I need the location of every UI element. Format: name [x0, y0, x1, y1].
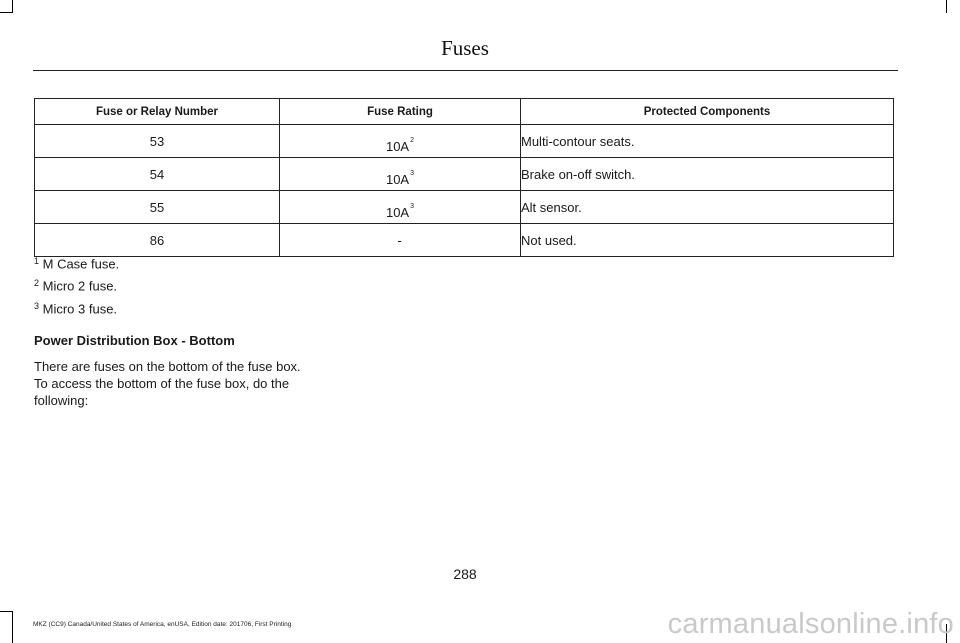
protected-component: Alt sensor.: [521, 191, 894, 224]
footnote: [34, 251, 119, 273]
table-row: [35, 224, 894, 257]
crop-mark-bottom-left-v: [12, 611, 13, 643]
column-header-rating: Fuse Rating: [280, 99, 521, 125]
header-divider: [33, 70, 898, 71]
footnote-text: M Case fuse.: [39, 256, 120, 272]
footnote-text: Micro 3 fuse.: [39, 300, 118, 316]
fuse-number: 54: [35, 158, 280, 191]
fuse-rating: 10A: [385, 204, 410, 220]
fuse-rating-cell: [280, 224, 521, 257]
footnote-ref: 3: [410, 203, 415, 211]
crop-mark-top-left-h: [0, 12, 13, 13]
fuse-rating: -: [397, 232, 402, 248]
protected-component: Brake on-off switch.: [521, 158, 894, 191]
table-row: [35, 191, 894, 224]
section-body: There are fuses on the bottom of the fuse box. To access the bottom of the fuse box, do the following:: [34, 359, 301, 408]
fuse-rating-cell: [280, 125, 521, 158]
watermark: carmanualsonline.info: [667, 608, 954, 640]
crop-mark-bottom-left-h: [0, 611, 13, 612]
column-header-components: Protected Components: [521, 99, 894, 125]
fuse-rating-cell: [280, 191, 521, 224]
column-header-number: Fuse or Relay Number: [35, 99, 280, 125]
footnote-mark: 2: [34, 278, 40, 289]
section-heading: Power Distribution Box - Bottom: [34, 333, 235, 348]
crop-mark-top-right-v: [946, 0, 947, 13]
protected-component: Not used.: [521, 224, 894, 257]
fuse-rating: 10A: [385, 171, 410, 187]
footnote-text: Micro 2 fuse.: [39, 278, 118, 294]
page-number: 288: [453, 566, 477, 582]
table-row: [35, 158, 894, 191]
footnote-ref: 2: [410, 137, 415, 145]
fuse-number: 55: [35, 191, 280, 224]
table-row: [35, 125, 894, 158]
protected-component: Multi-contour seats.: [521, 125, 894, 158]
page-title: Fuses: [441, 36, 489, 60]
footer-edition-text: MKZ (CC9) Canada/United States of America, enUSA, Edition date: 201706, First Printing: [33, 621, 292, 628]
fuse-number: 53: [35, 125, 280, 158]
footnote: [34, 273, 119, 295]
table-header-row: [35, 99, 894, 125]
fuse-number: 86: [35, 224, 280, 257]
fuse-rating-cell: [280, 158, 521, 191]
footnote-ref: 3: [410, 170, 415, 178]
footnote-mark: 1: [34, 256, 40, 266]
footnote: [34, 296, 119, 318]
fuse-rating: 10A: [385, 138, 410, 154]
footnotes: [34, 251, 119, 318]
fuse-table: [34, 98, 894, 257]
footnote-mark: 3: [34, 300, 40, 311]
